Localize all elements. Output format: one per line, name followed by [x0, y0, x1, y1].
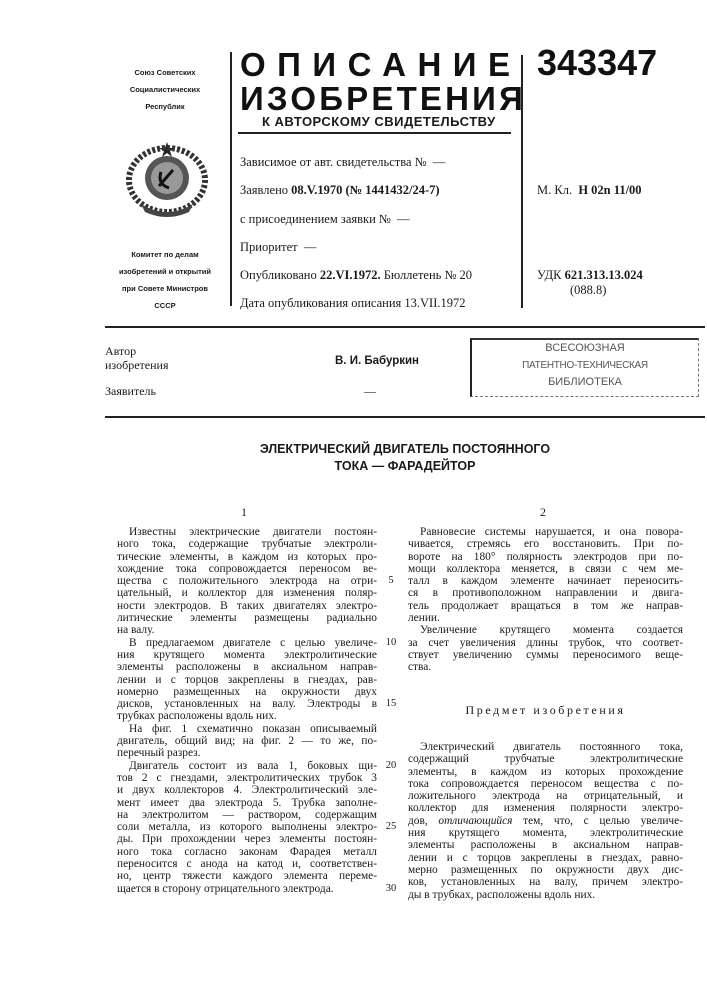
- row-label: Дата опубликования описания: [240, 296, 401, 310]
- invention-title: [100, 441, 707, 475]
- issuing-country: [105, 64, 225, 115]
- committee-line: при Совете Министров: [105, 280, 225, 297]
- text-line: коллектор для изменения полярности электро-: [408, 802, 683, 814]
- committee-line: изобретений и открытий: [105, 263, 225, 280]
- text-line: чивается, стремясь его восстановить. При по-: [408, 538, 683, 550]
- text-line: и двух коллекторов 4. Электролитический эле-: [117, 784, 377, 796]
- text-line: ности электродов. В таких двигателях электро-: [117, 600, 377, 612]
- text-line: двигатель, общий вид; на фиг. 2 — то же, по-: [117, 735, 377, 747]
- text-line: тические элементы, в каждом из которых про-: [117, 551, 377, 563]
- row-value: 08.V.1970 (№ 1441432/24-7): [291, 183, 439, 197]
- text-line: вороте на 180° полярность электродов при по-: [408, 551, 683, 563]
- paragraph: [408, 741, 683, 901]
- row-label: Заявлено: [240, 183, 288, 197]
- stamp-line: БИБЛИОТЕКА: [472, 374, 698, 391]
- committee-line: Комитет по делам: [105, 246, 225, 263]
- classification: [537, 183, 642, 198]
- priority-row: [240, 240, 316, 255]
- country-line: Республик: [105, 98, 225, 115]
- text-line: цательный, и коллектор для изменения поляр-: [117, 587, 377, 599]
- title-line: ЭЛЕКТРИЧЕСКИЙ ДВИГАТЕЛЬ ПОСТОЯННОГО: [100, 441, 707, 458]
- divider: [105, 326, 705, 328]
- author-label: [105, 344, 168, 372]
- text-line: ды в трубках, расположены вдоль них.: [408, 889, 683, 901]
- text-line: переносится с анода на катод и, соответствен-: [117, 858, 377, 870]
- applicant-label: Заявитель: [105, 384, 156, 399]
- line-number: 15: [381, 698, 401, 709]
- row-label: Опубликовано: [240, 268, 317, 282]
- text-line: тов 2 с гнездами, электролитических трубок 3: [117, 772, 377, 784]
- text-line: дов, отличающийся тем, что, с целью увеличе-: [408, 815, 683, 827]
- text-line: лении и с торцов закреплены в гнездах, равно-: [408, 852, 683, 864]
- text-line: мерно размещенных по окружности двух дис-: [408, 864, 683, 876]
- paragraph: [408, 624, 683, 673]
- row-value: —: [433, 155, 446, 169]
- paragraph: [117, 526, 377, 637]
- text-line: ды. При прохождении через элементы постоян-: [117, 833, 377, 845]
- author-label-line: Автор: [105, 344, 168, 358]
- text-line: ства.: [408, 661, 683, 673]
- paragraph: [408, 526, 683, 624]
- text-line: Известны электрические двигатели постоян-: [117, 526, 377, 538]
- text-line: ся в противоположном направлении и двига-: [408, 587, 683, 599]
- bulletin: Бюллетень № 20: [384, 268, 472, 282]
- row-label: Приоритет: [240, 240, 298, 254]
- text-line: талл в каждом элементе начинает переносить-: [408, 575, 683, 587]
- country-line: Социалистических: [105, 81, 225, 98]
- text-line: содержащий трубчатые электролитические: [408, 753, 683, 765]
- text-line: ложительного электрода на отрицательный, и: [408, 790, 683, 802]
- text-line: ного тока согласно законам Фарадея металл: [117, 846, 377, 858]
- text-line: Увеличение крутящего момента создается: [408, 624, 683, 636]
- text-line: дисков, установленных на валу. Электроды в: [117, 698, 377, 710]
- text-line: перечный разрез.: [117, 747, 377, 759]
- text-line: На фиг. 1 схематично показан описываемый: [117, 723, 377, 735]
- text-line: ков, установленных на валу, причем электро-: [408, 876, 683, 888]
- applicant-value: —: [364, 384, 376, 399]
- author-label-line: изобретения: [105, 358, 168, 372]
- text-line: но, центр тяжести каждого элемента переме-: [117, 870, 377, 882]
- left-column: [117, 526, 377, 895]
- text-line: элементы расположены в аксиальном направ-: [117, 661, 377, 673]
- text-line: Двигатель состоит из вала 1, боковых щи-: [117, 760, 377, 772]
- text-line: на валу.: [117, 624, 377, 636]
- mkl-value: Н 02n 11/00: [578, 183, 641, 197]
- addition-row: [240, 212, 410, 227]
- paragraph: [117, 760, 377, 895]
- publication-date-row: [240, 296, 466, 311]
- row-value: —: [304, 240, 317, 254]
- claims-heading: Предмет изобретения: [408, 703, 683, 718]
- text-line: соли металла, из которого выполнены электро-: [117, 821, 377, 833]
- text-line: мент имеет два электрода 5. Трубка заполне-: [117, 797, 377, 809]
- column-number-right: 2: [540, 505, 546, 520]
- text-line: мощи коллектора меняется, в связи с чем ме-: [408, 563, 683, 575]
- paragraph: [117, 637, 377, 723]
- committee: [105, 246, 225, 314]
- text-line: ствует увеличению суммы переносимого веще-: [408, 649, 683, 661]
- country-line: Союз Советских: [105, 64, 225, 81]
- row-value: 22.VI.1972.: [320, 268, 381, 282]
- line-number: 10: [381, 637, 401, 648]
- doc-subtitle: К АВТОРСКОМУ СВИДЕТЕЛЬСТВУ: [262, 114, 496, 129]
- line-number: 20: [381, 760, 401, 771]
- row-value: —: [397, 212, 410, 226]
- author-name: В. И. Бабуркин: [335, 355, 419, 367]
- title-line: ТОКА — ФАРАДЕЙТОР: [100, 458, 707, 475]
- udk-label: УДК: [537, 268, 561, 282]
- library-stamp: [470, 338, 699, 397]
- published-row: [240, 268, 472, 283]
- line-number: 30: [381, 883, 401, 894]
- udk: [537, 268, 643, 283]
- text-line: за счет увеличения длины трубок, что соответ-: [408, 637, 683, 649]
- text-line: тока сопровождается переносом вещества с по-: [408, 778, 683, 790]
- text-line: литические элементы размещены радиально: [117, 612, 377, 624]
- text-line: щества с положительного электрода на отри-: [117, 575, 377, 587]
- divider: [238, 132, 511, 134]
- line-number: 5: [381, 575, 401, 586]
- ussr-emblem-icon: [123, 140, 211, 220]
- patent-number: 343347: [537, 46, 657, 79]
- udk-extra: (088.8): [570, 283, 606, 298]
- doc-title-line2: ИЗОБРЕТЕНИЯ: [240, 82, 526, 115]
- emphasis: отличающийся: [438, 815, 512, 827]
- text-line: щается в сторону отрицательного электрода.: [117, 883, 377, 895]
- udk-value: 621.313.13.024: [565, 268, 643, 282]
- divider: [230, 52, 232, 306]
- row-value: 13.VII.1972: [404, 296, 465, 310]
- filed-row: [240, 183, 440, 198]
- doc-title-line1: ОПИСАНИЕ: [240, 48, 522, 81]
- row-label: Зависимое от авт. свидетельства №: [240, 155, 427, 169]
- divider: [105, 416, 705, 418]
- text-line: Равновесие системы нарушается, и она повора-: [408, 526, 683, 538]
- stamp-line: ВСЕСОЮЗНАЯ: [472, 340, 698, 357]
- text-line: тель продолжает вращаться в том же направ-: [408, 600, 683, 612]
- claims-column: [408, 741, 683, 901]
- row-label: с присоединением заявки №: [240, 212, 391, 226]
- column-number-left: 1: [241, 505, 247, 520]
- text-line: ния крутящего момента, электролитические: [408, 827, 683, 839]
- text-line: Электрический двигатель постоянного тока,: [408, 741, 683, 753]
- paragraph: [117, 723, 377, 760]
- text-line: элементы, в каждом из которых прохождение: [408, 766, 683, 778]
- text-line: элементы расположены в аксиальном направ-: [408, 839, 683, 851]
- committee-line: СССР: [105, 297, 225, 314]
- mkl-label: М. Кл.: [537, 183, 572, 197]
- text-line: трубках расположены вдоль них.: [117, 710, 377, 722]
- text-line: хождение тока сопровождается переносом ве-: [117, 563, 377, 575]
- text-line: ния крутящего момента электролитические: [117, 649, 377, 661]
- text-line: на электролитом — раствором, содержащим: [117, 809, 377, 821]
- text-line: В предлагаемом двигателе с целью увеличе-: [117, 637, 377, 649]
- text-line: номерно размещенных на окружности двух: [117, 686, 377, 698]
- dependent-row: [240, 155, 445, 170]
- text-line: лении.: [408, 612, 683, 624]
- text-line: лении и с торцов закреплены в гнездах, рав-: [117, 674, 377, 686]
- right-column: [408, 526, 683, 674]
- line-number: 25: [381, 821, 401, 832]
- text-line: ного тока, содержащие трубчатые электроли-: [117, 538, 377, 550]
- stamp-line: ПАТЕНТНО-ТЕХНИЧЕСКАЯ: [472, 357, 698, 374]
